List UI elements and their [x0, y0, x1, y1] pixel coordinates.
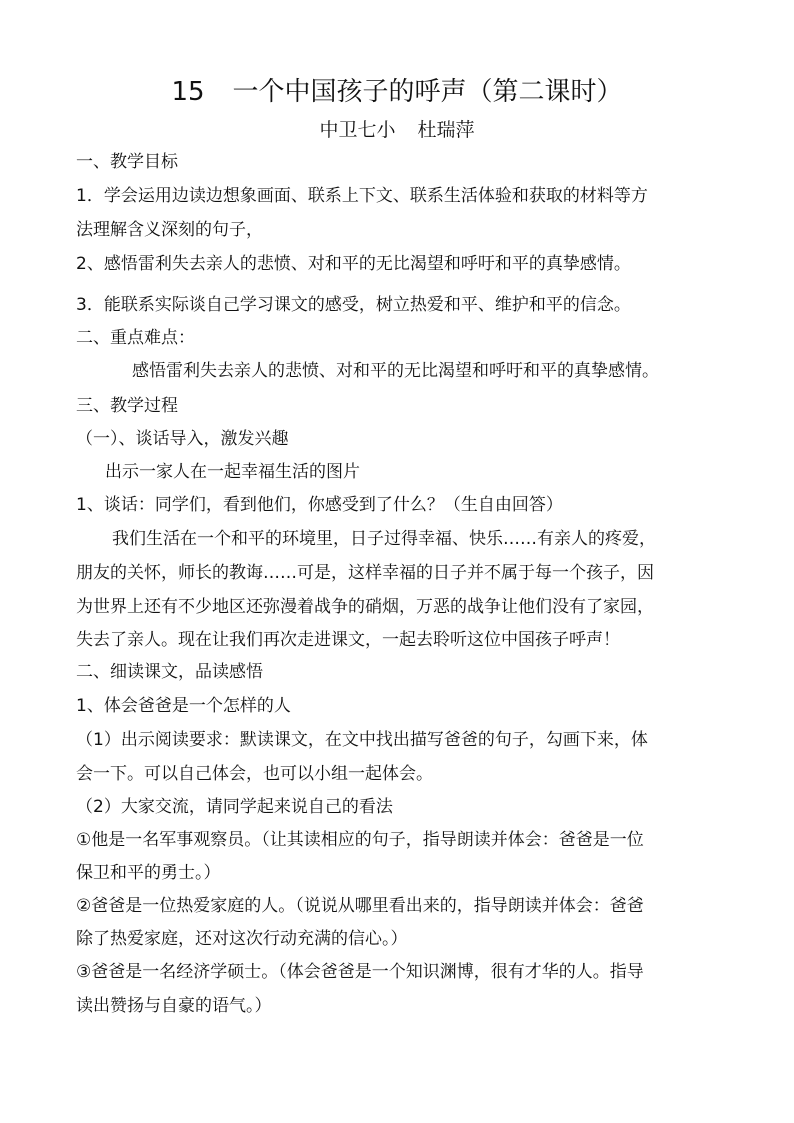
paragraph-line: 朋友的关怀，师长的教诲……可是，这样幸福的日子并不属于每一个孩子，因: [76, 563, 654, 583]
subsection-heading: （一）、谈话导入，激发兴趣: [76, 429, 289, 449]
paragraph-line: 感悟雷利失去亲人的悲愤、对和平的无比渴望和呼吁和平的真挚感情。: [132, 361, 659, 381]
section-heading-key-points: 二、重点难点：: [76, 328, 195, 348]
paragraph-line: （2）大家交流，请同学起来说自己的看法: [76, 797, 393, 817]
paragraph-line: 我们生活在一个和平的环境里，日子过得幸福、快乐……有亲人的疼爱，: [112, 529, 656, 549]
section-heading-reading: 二、细读课文，品读感悟: [76, 662, 263, 682]
paragraph-line: 失去了亲人。现在让我们再次走进课文，一起去聆听这位中国孩子呼声！: [76, 630, 620, 650]
paragraph-line: 为世界上还有不少地区还弥漫着战争的硝烟，万恶的战争让他们没有了家园，: [76, 597, 654, 617]
paragraph-line: 法理解含义深刻的句子，: [76, 220, 263, 240]
paragraph-line: （1）出示阅读要求：默读课文，在文中找出描写爸爸的句子，勾画下来，体: [76, 730, 648, 750]
paragraph-line: ②爸爸是一位热爱家庭的人。（说说从哪里看出来的，指导朗读并体会：爸爸: [76, 896, 644, 916]
paragraph-line: 2、感悟雷利失去亲人的悲愤、对和平的无比渴望和呼吁和平的真挚感情。: [76, 254, 631, 274]
paragraph-line: 1、体会爸爸是一个怎样的人: [76, 696, 291, 716]
section-heading-objectives: 一、教学目标: [76, 152, 178, 172]
paragraph-line: ③爸爸是一名经济学硕士。（体会爸爸是一个知识渊博，很有才华的人。指导: [76, 962, 644, 982]
lesson-number: 15: [171, 77, 205, 107]
paragraph-line: 1、谈话：同学们，看到他们，你感受到了什么？（生自由回答）: [76, 495, 563, 515]
lesson-title: 一个中国孩子的呼声（第二课时）: [232, 77, 623, 107]
author-school: 中卫七小: [319, 119, 396, 141]
paragraph-line: 会一下。可以自己体会，也可以小组一起体会。: [76, 764, 433, 784]
paragraph-line: 3．能联系实际谈自己学习课文的感受，树立热爱和平、维护和平的信念。: [76, 295, 631, 315]
author-line: [0, 117, 794, 143]
paragraph-line: 1．学会运用边读边想象画面、联系上下文、联系生活体验和获取的材料等方: [76, 186, 648, 206]
section-heading-process: 三、教学过程: [76, 396, 178, 416]
paragraph-line: 出示一家人在一起幸福生活的图片: [105, 462, 360, 482]
paragraph-line: 除了热爱家庭，还对这次行动充满的信心。）: [76, 929, 408, 949]
author-name: 杜瑞萍: [417, 119, 475, 141]
paragraph-line: 保卫和平的勇士。）: [76, 863, 221, 883]
paragraph-line: ①他是一名军事观察员。（让其读相应的句子，指导朗读并体会：爸爸是一位: [76, 830, 644, 850]
paragraph-line: 读出赞扬与自豪的语气。）: [76, 996, 272, 1016]
page-title: [0, 74, 794, 110]
